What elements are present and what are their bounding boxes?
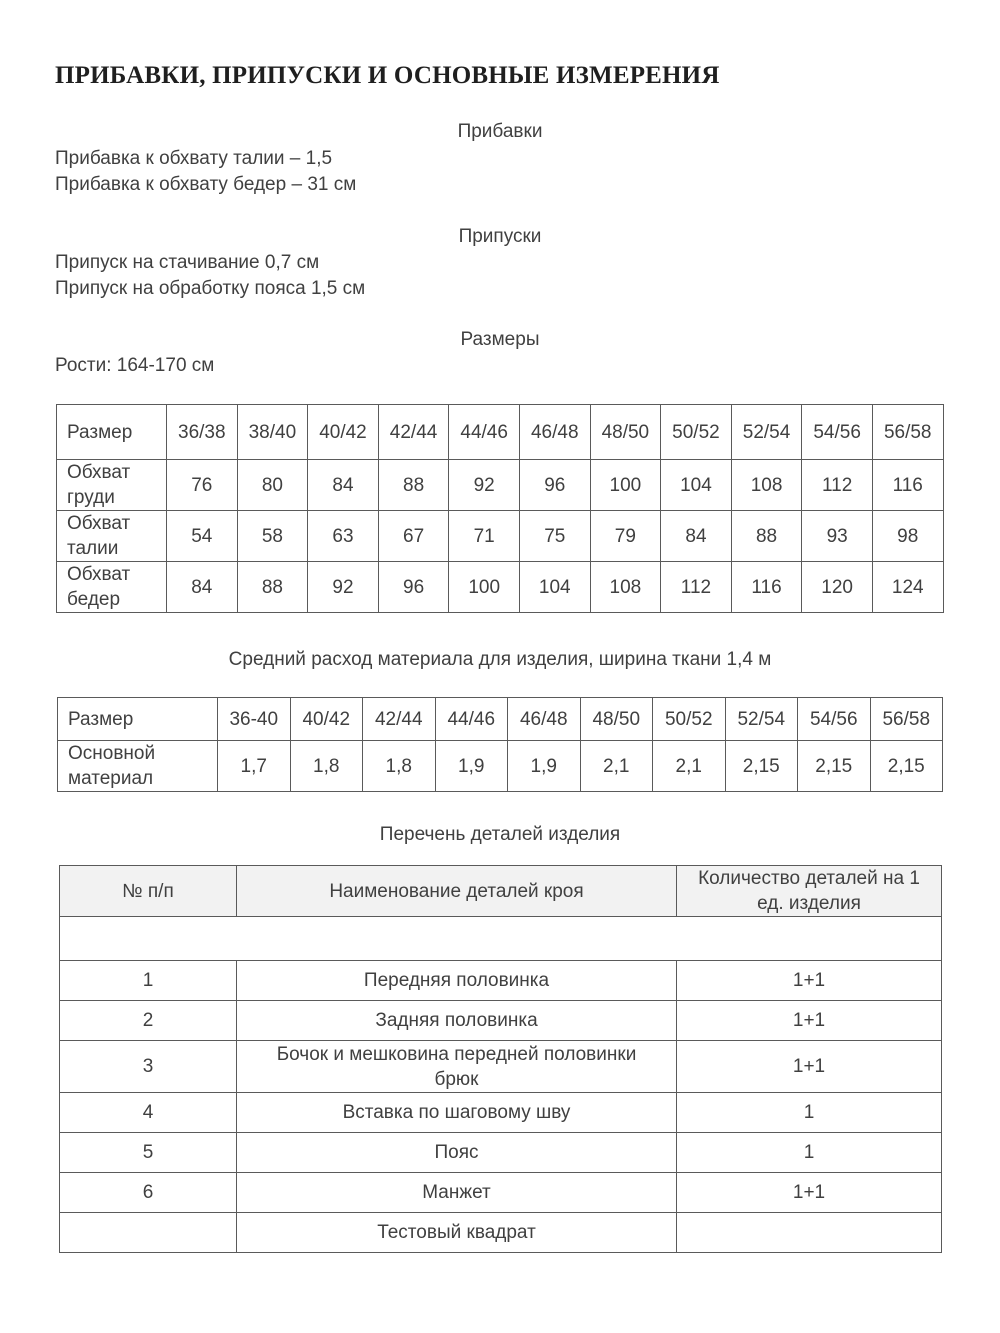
detail-quantity: 1+1 — [677, 1001, 942, 1041]
size-measurements-table — [56, 404, 944, 613]
detail-name: Задняя половинка — [237, 1001, 677, 1041]
table-row — [60, 1001, 942, 1041]
table-cell: 2,15 — [725, 741, 798, 792]
row-label-line: Основной — [68, 743, 156, 764]
empty-row — [60, 917, 942, 961]
size-column-header: 56/58 — [872, 405, 943, 460]
row-number: 4 — [60, 1093, 237, 1133]
table-cell: 104 — [519, 562, 590, 613]
row-number — [60, 1213, 237, 1253]
size-column-header: 42/44 — [363, 698, 436, 741]
size-column-header: 56/58 — [870, 698, 943, 741]
table-row — [60, 961, 942, 1001]
detail-name: Тестовый квадрат — [237, 1213, 677, 1253]
table-cell: 2,15 — [870, 741, 943, 792]
table-row — [60, 1041, 942, 1093]
table-cell: 96 — [378, 562, 449, 613]
table-cell: 1,9 — [435, 741, 508, 792]
table-cell: 92 — [449, 460, 520, 511]
additions-line-waist: Прибавка к обхвату талии – 1,5 — [55, 148, 333, 169]
table-row — [60, 1093, 942, 1133]
table-cell: 75 — [519, 511, 590, 562]
detail-name: Манжет — [237, 1173, 677, 1213]
size-column-header: 48/50 — [580, 698, 653, 741]
table-cell: 2,1 — [653, 741, 726, 792]
size-column-header: 50/52 — [661, 405, 732, 460]
table-cell: 124 — [872, 562, 943, 613]
size-column-header: 54/56 — [798, 698, 871, 741]
row-label — [57, 562, 167, 613]
size-column-header: 44/46 — [449, 405, 520, 460]
detail-name-line: Бочок и мешковина передней половинки — [276, 1043, 637, 1065]
empty-cell — [60, 917, 942, 961]
detail-quantity: 1+1 — [677, 1041, 942, 1093]
row-label — [57, 511, 167, 562]
table-cell: 84 — [167, 562, 238, 613]
table-cell: 100 — [449, 562, 520, 613]
column-header-quantity — [677, 866, 942, 917]
table-cell: 2,15 — [798, 741, 871, 792]
table-header-row — [57, 405, 944, 460]
table-cell: 92 — [308, 562, 379, 613]
table-cell: 88 — [731, 511, 802, 562]
table-cell: 63 — [308, 511, 379, 562]
table-row — [60, 1133, 942, 1173]
size-column-header: 42/44 — [378, 405, 449, 460]
detail-quantity: 1+1 — [677, 961, 942, 1001]
table-row-waist — [57, 511, 944, 562]
table-cell: 100 — [590, 460, 661, 511]
detail-name: Пояс — [237, 1133, 677, 1173]
fabric-consumption-table — [57, 697, 943, 792]
column-header-number: № п/п — [60, 866, 237, 917]
row-label — [57, 460, 167, 511]
detail-quantity: 1 — [677, 1093, 942, 1133]
size-column-header: 44/46 — [435, 698, 508, 741]
table-cell: 112 — [802, 460, 873, 511]
table-cell: 112 — [661, 562, 732, 613]
table-cell: 108 — [731, 460, 802, 511]
table-cell: 58 — [237, 511, 308, 562]
row-label — [58, 741, 218, 792]
size-column-header: 48/50 — [590, 405, 661, 460]
details-heading: Перечень деталей изделия — [379, 824, 621, 845]
column-header-name: Наименование деталей кроя — [237, 866, 677, 917]
additions-line-hips: Прибавка к обхвату бедер – 31 см — [55, 174, 357, 195]
table-cell: 2,1 — [580, 741, 653, 792]
size-column-header: 36-40 — [218, 698, 291, 741]
row-number: 2 — [60, 1001, 237, 1041]
table-cell: 116 — [872, 460, 943, 511]
table-cell: 71 — [449, 511, 520, 562]
table-cell: 76 — [167, 460, 238, 511]
allowances-line-seam: Припуск на стачивание 0,7 см — [55, 252, 320, 273]
row-label-line: Обхват — [67, 564, 131, 585]
size-column-header: 52/54 — [725, 698, 798, 741]
table-cell: 1,8 — [363, 741, 436, 792]
row-number: 5 — [60, 1133, 237, 1173]
table-cell: 79 — [590, 511, 661, 562]
table-cell: 108 — [590, 562, 661, 613]
table-cell: 104 — [661, 460, 732, 511]
table-cell: 98 — [872, 511, 943, 562]
row-number: 6 — [60, 1173, 237, 1213]
allowances-heading: Припуски — [458, 226, 542, 247]
size-column-header: 38/40 — [237, 405, 308, 460]
table-cell: 93 — [802, 511, 873, 562]
row-label-line: материал — [68, 768, 154, 789]
table-row-main-material — [58, 741, 943, 792]
table-row — [60, 1173, 942, 1213]
table-row-chest — [57, 460, 944, 511]
row-label-line: талии — [67, 538, 119, 559]
table-cell: 1,7 — [218, 741, 291, 792]
allowances-line-waistband: Припуск на обработку пояса 1,5 см — [55, 278, 366, 299]
detail-name-line: брюк — [434, 1068, 479, 1090]
size-column-header: 52/54 — [731, 405, 802, 460]
table-cell: 84 — [308, 460, 379, 511]
header-line: Количество деталей на 1 — [698, 868, 920, 889]
row-number: 3 — [60, 1041, 237, 1093]
header-line: ед. изделия — [757, 893, 861, 914]
size-column-header: 40/42 — [290, 698, 363, 741]
sizes-heading: Размеры — [460, 329, 540, 350]
table-cell: 1,9 — [508, 741, 581, 792]
size-column-header: 40/42 — [308, 405, 379, 460]
detail-name: Передняя половинка — [237, 961, 677, 1001]
table-cell: 67 — [378, 511, 449, 562]
heights-line: Рости: 164-170 см — [55, 355, 215, 376]
detail-quantity — [677, 1213, 942, 1253]
size-column-header: 36/38 — [167, 405, 238, 460]
row-label-line: бедер — [67, 589, 121, 610]
detail-name — [237, 1041, 677, 1093]
size-column-header: 54/56 — [802, 405, 873, 460]
table-cell: 80 — [237, 460, 308, 511]
table-header-row — [58, 698, 943, 741]
table-cell: 116 — [731, 562, 802, 613]
row-number: 1 — [60, 961, 237, 1001]
table-cell: 96 — [519, 460, 590, 511]
table-cell: 120 — [802, 562, 873, 613]
table-cell: 54 — [167, 511, 238, 562]
row-label-line: Обхват — [67, 462, 131, 483]
detail-name: Вставка по шаговому шву — [237, 1093, 677, 1133]
table-header-row — [60, 866, 942, 917]
header-label: Размер — [58, 698, 218, 741]
detail-quantity: 1+1 — [677, 1173, 942, 1213]
size-column-header: 46/48 — [508, 698, 581, 741]
table-cell: 88 — [237, 562, 308, 613]
size-column-header: 50/52 — [653, 698, 726, 741]
row-label-line: Обхват — [67, 513, 131, 534]
table-row — [60, 1213, 942, 1253]
fabric-heading: Средний расход материала для изделия, ширина ткани 1,4 м — [228, 649, 772, 670]
table-row-hips — [57, 562, 944, 613]
detail-quantity: 1 — [677, 1133, 942, 1173]
table-cell: 84 — [661, 511, 732, 562]
header-label: Размер — [57, 405, 167, 460]
page-title: ПРИБАВКИ, ПРИПУСКИ И ОСНОВНЫЕ ИЗМЕРЕНИЯ — [55, 62, 720, 89]
row-label-line: груди — [67, 487, 115, 508]
size-column-header: 46/48 — [519, 405, 590, 460]
pattern-details-table — [59, 865, 942, 1253]
additions-heading: Прибавки — [457, 121, 543, 142]
table-cell: 88 — [378, 460, 449, 511]
table-cell: 1,8 — [290, 741, 363, 792]
